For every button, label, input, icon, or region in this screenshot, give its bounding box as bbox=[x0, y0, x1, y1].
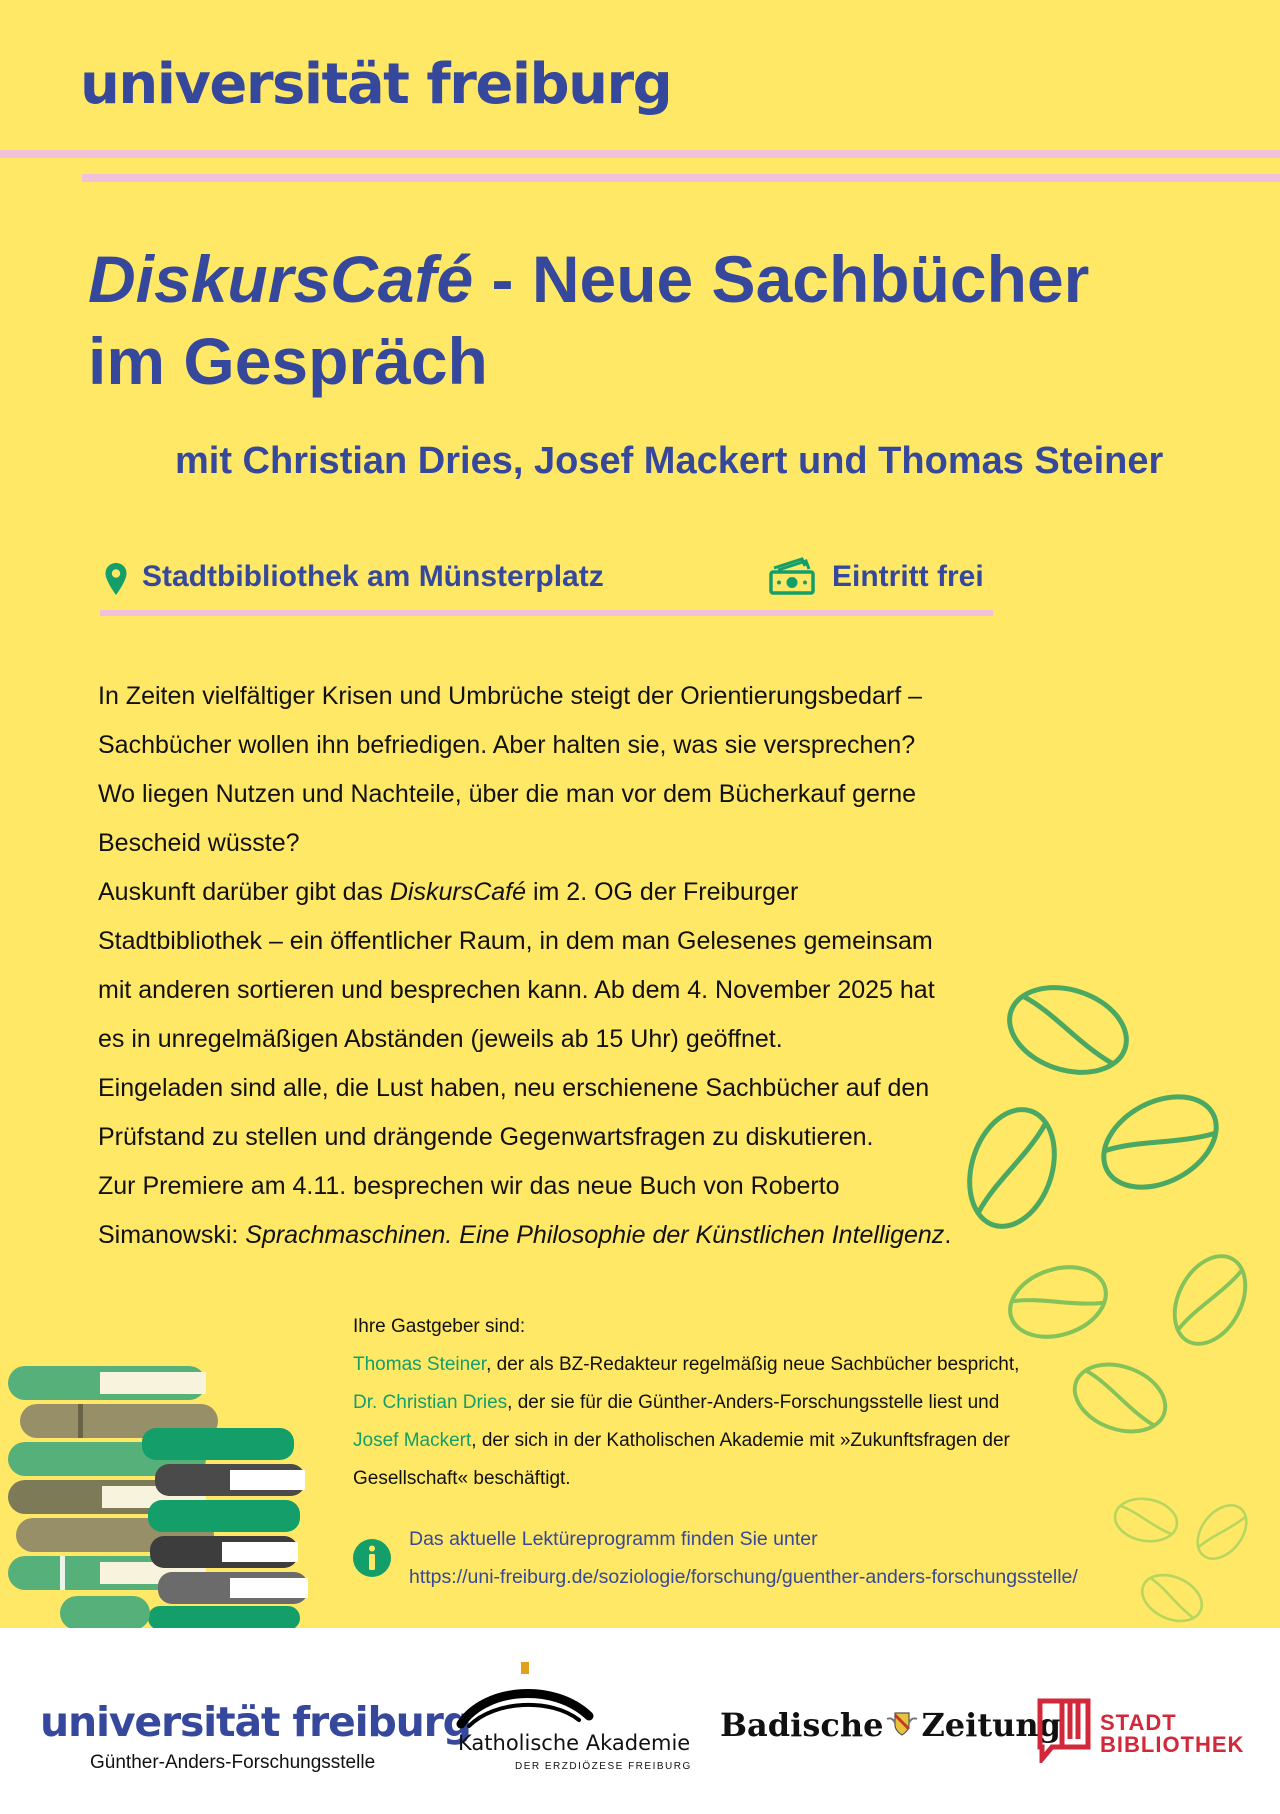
akademie-emblem-icon bbox=[455, 1660, 595, 1730]
stadtbib-line: STADT bbox=[1100, 1710, 1177, 1735]
text-span: Auskunft darüber gibt das bbox=[98, 878, 390, 906]
reference-intro: Das aktuelle Lektüreprogramm finden Sie unter bbox=[409, 1528, 818, 1550]
event-title-rest: - Neue Sachbücher bbox=[473, 242, 1090, 316]
host-entry bbox=[353, 1384, 1133, 1422]
host-name: Thomas Steiner bbox=[353, 1354, 487, 1375]
stadtbibliothek-logo-icon bbox=[1036, 1697, 1092, 1763]
host-entry bbox=[353, 1346, 1133, 1384]
admission-text: Eintritt frei bbox=[832, 560, 984, 593]
description-line: In Zeiten vielfältiger Krisen und Umbrüche steigt der Orientierungsbedarf – bbox=[98, 682, 923, 710]
description-line: Stadtbibliothek – ein öffentlicher Raum, in dem man Gelesenes gemeinsam bbox=[98, 927, 933, 955]
book-title-italic: Sprachmaschinen. Eine Philosophie der Künstlichen Intelligenz bbox=[245, 1221, 945, 1249]
book-stack-icon bbox=[0, 1360, 320, 1630]
text-span: . bbox=[944, 1221, 952, 1249]
description-line: Sachbücher wollen ihn befriedigen. Aber halten sie, was sie versprechen? bbox=[98, 731, 916, 759]
footer-akademie-name: Katholische Akademie bbox=[458, 1731, 691, 1755]
event-title-italic: DiskursCafé bbox=[88, 242, 474, 316]
host-entry bbox=[353, 1422, 1133, 1460]
reference-url[interactable]: https://uni-freiburg.de/soziologie/forschung/guenther-anders-forschungsstelle/ bbox=[409, 1566, 1078, 1588]
description-line: Bescheid wüsste? bbox=[98, 829, 300, 857]
description-line: es in unregelmäßigen Abständen (jeweils ab 15 Uhr) geöffnet. bbox=[98, 1025, 783, 1053]
stadtbib-line: BIBLIOTHEK bbox=[1100, 1732, 1245, 1757]
bz-crest-icon bbox=[885, 1709, 919, 1739]
footer-stadtbibliothek-text bbox=[1100, 1712, 1244, 1756]
text-span: Simanowski: bbox=[98, 1221, 246, 1249]
event-subtitle: mit Christian Dries, Josef Mackert und Thomas Steiner bbox=[175, 440, 1164, 482]
footer-university-logo: universität freiburg bbox=[40, 1698, 471, 1746]
description-line: mit anderen sortieren und besprechen kann. Ab dem 4. November 2025 hat bbox=[98, 976, 935, 1004]
university-logo: universität freiburg bbox=[80, 52, 672, 117]
footer-bz-logo bbox=[720, 1706, 1061, 1744]
event-title-line2: im Gespräch bbox=[88, 324, 488, 398]
description-line: Zur Premiere am 4.11. besprechen wir das neue Buch von Roberto bbox=[98, 1172, 840, 1200]
footer-university-subtitle: Günther-Anders-Forschungsstelle bbox=[90, 1752, 376, 1773]
info-icon bbox=[352, 1538, 392, 1578]
text-span: im 2. OG der Freiburger bbox=[526, 878, 799, 906]
description-line: Prüfstand zu stellen und drängende Gegenwartsfragen zu diskutieren. bbox=[98, 1123, 874, 1151]
reference-section bbox=[409, 1520, 1078, 1596]
host-description: , der als BZ-Redakteur regelmäßig neue Sachbücher bespricht, bbox=[486, 1354, 1020, 1375]
host-description: , der sich in der Katholischen Akademie mit »Zukunftsfragen der bbox=[471, 1430, 1010, 1451]
host-description: , der sie für die Günther-Anders-Forschungsstelle liest und bbox=[507, 1392, 1000, 1413]
hosts-section bbox=[353, 1308, 1133, 1498]
footer-akademie-subtitle: DER ERZDIÖZESE FREIBURG bbox=[515, 1761, 692, 1772]
diskurscafe-italic: DiskursCafé bbox=[389, 878, 527, 906]
bz-name-part: Badische bbox=[720, 1706, 884, 1744]
bz-name-part: Zeitung bbox=[921, 1706, 1061, 1744]
host-entry-continued: Gesellschaft« beschäftigt. bbox=[353, 1468, 571, 1489]
host-name: Dr. Christian Dries bbox=[353, 1392, 508, 1413]
location-text: Stadtbibliothek am Münsterplatz bbox=[142, 560, 604, 593]
description-line: Eingeladen sind alle, die Lust haben, neu erschienene Sachbücher auf den bbox=[98, 1074, 930, 1102]
description-line: Wo liegen Nutzen und Nachteile, über die man vor dem Bücherkauf gerne bbox=[98, 780, 917, 808]
hosts-intro: Ihre Gastgeber sind: bbox=[353, 1316, 526, 1337]
host-name: Josef Mackert bbox=[353, 1430, 472, 1451]
